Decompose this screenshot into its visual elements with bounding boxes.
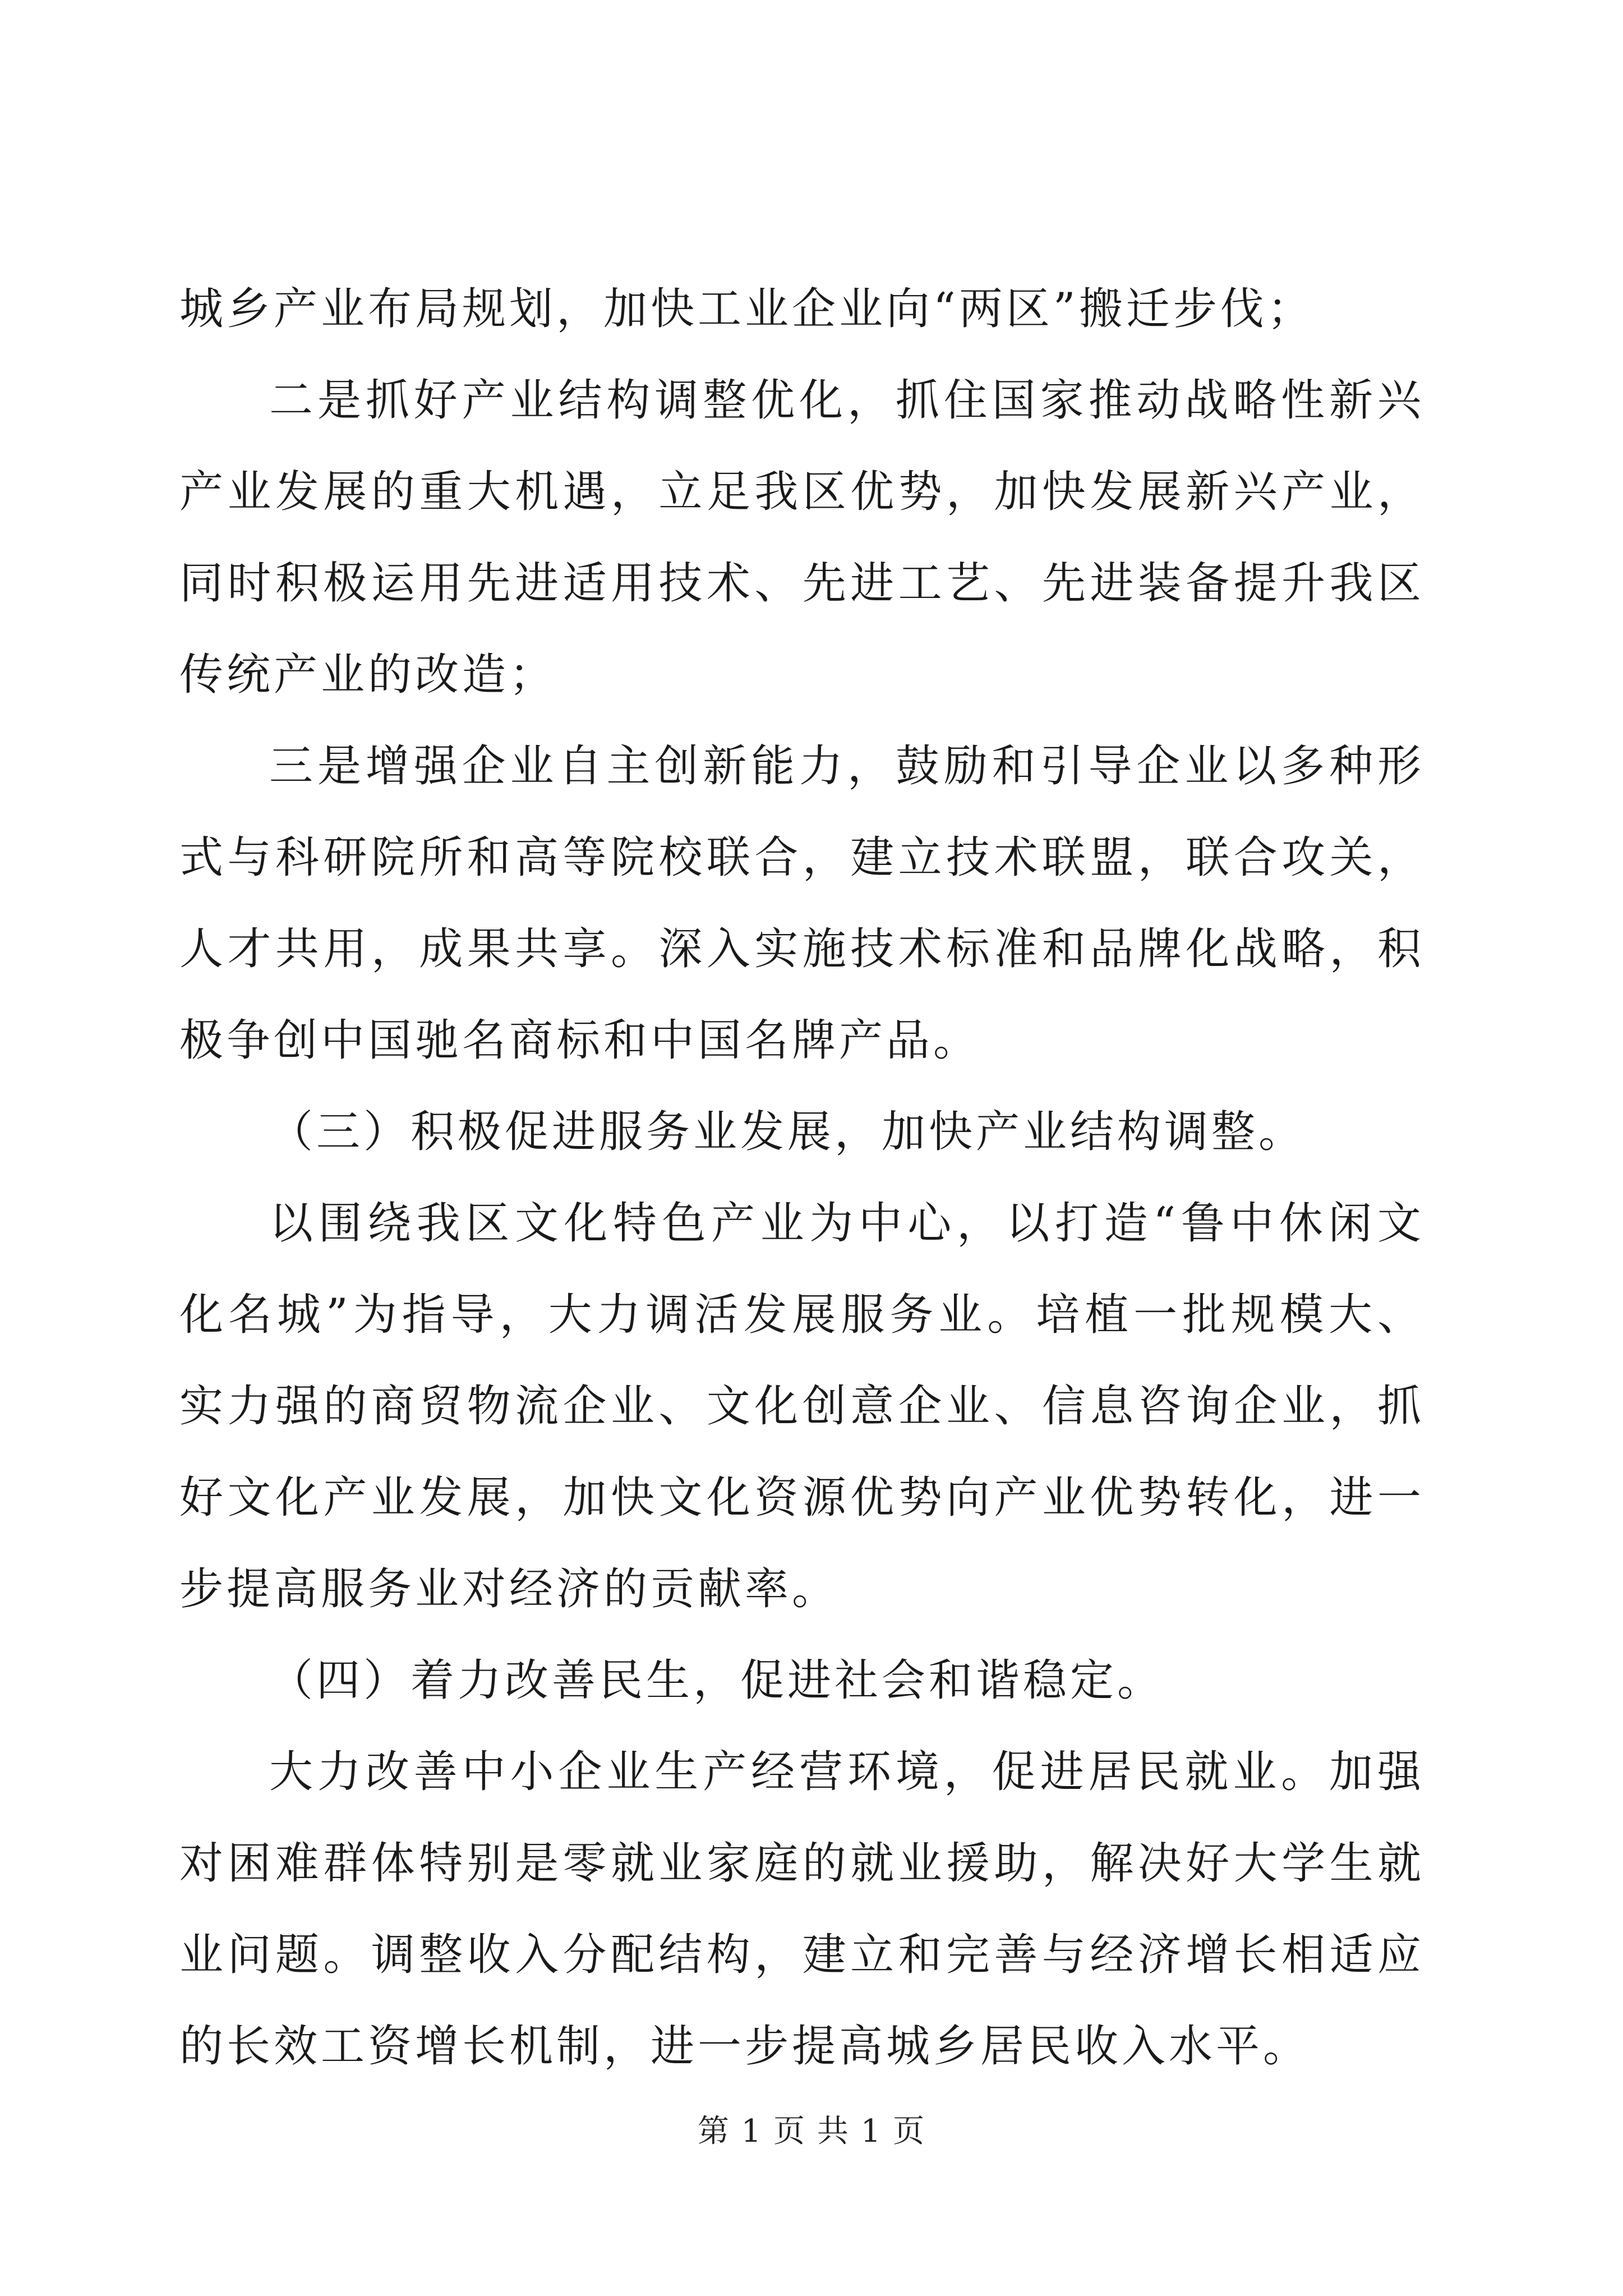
page-footer: 第 1 页 共 1 页 [697,2113,926,2150]
paragraph-service-industry: 以围绕我区文化特色产业为中心，以打造“鲁中休闲文化名城”为指导，大力调活发展服务业。培植一批规模大、实力强的商贸物流企业、文化创意企业、信息咨询企业，抓好文化产业发展，加快文化资源优势向产业优势转化，进一步提高服务业对经济的贡献率。 [179,1198,1424,1614]
paragraph-innovation: 三是增强企业自主创新能力，鼓励和引导企业以多种形式与科研院所和高等院校联合，建立技术联盟，联合攻关，人才共用，成果共享。深入实施技术标准和品牌化战略，积极争创中国驰名商标和中国名牌产品。 [179,741,1424,1066]
section-heading-livelihood: （四）着力改善民生，促进社会和谐稳定。 [269,1655,1165,1706]
paragraph-livelihood: 大力改善中小企业生产经营环境，促进居民就业。加强对困难群体特别是零就业家庭的就业援助，解决好大学生就业问题。调整收入分配结构，建立和完善与经济增长相适应的长效工资增长机制，进一步提高城乡居民收入水平。 [179,1747,1424,2072]
document-body [179,264,1424,2092]
paragraph-industrial-structure: 二是抓好产业结构调整优化，抓住国家推动战略性新兴产业发展的重大机遇，立足我区优势，加快发展新兴产业，同时积极运用先进适用技术、先进工艺、先进装备提升我区传统产业的改造； [179,375,1424,700]
section-heading-service-industry: （三）积极促进服务业发展，加快产业结构调整。 [269,1107,1306,1157]
paragraph-continuation: 城乡产业布局规划，加快工业企业向“两区”搬迁步伐； [179,284,1315,334]
